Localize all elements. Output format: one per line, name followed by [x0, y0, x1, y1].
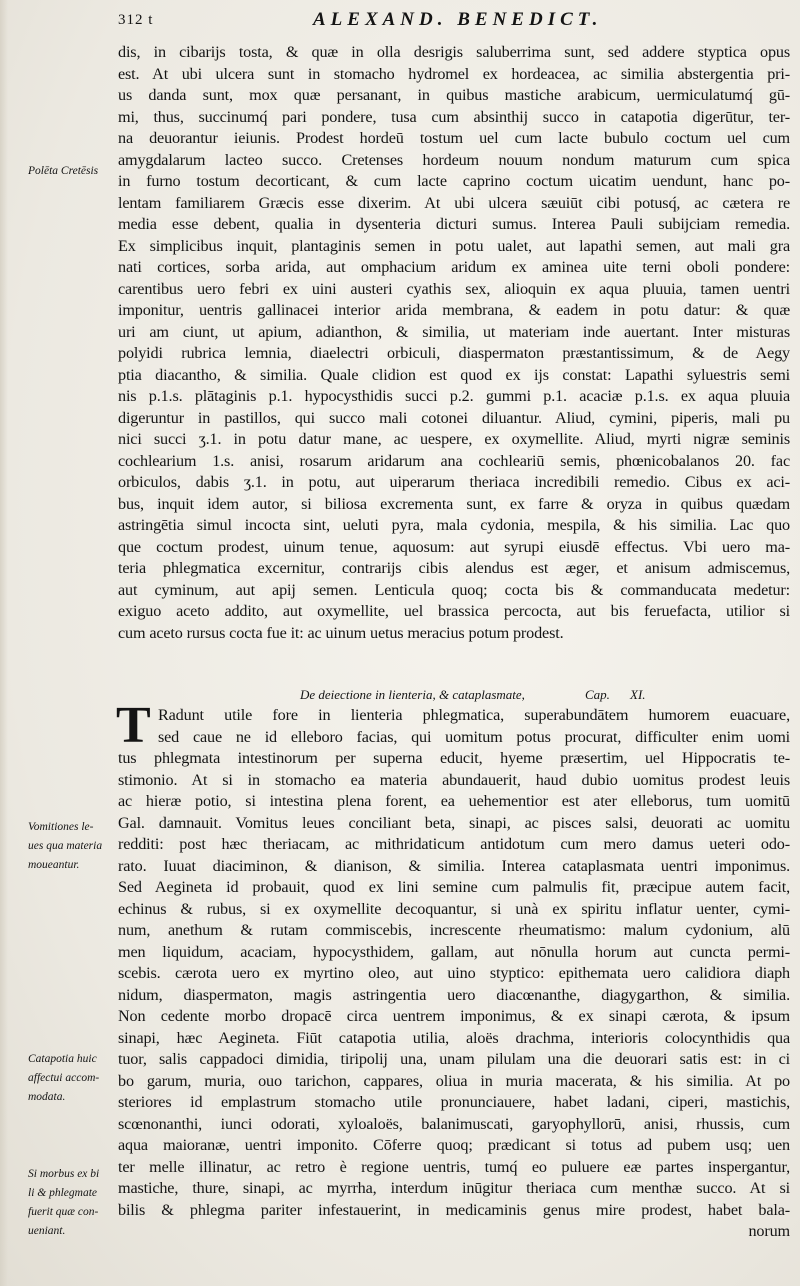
margin-note-line: Vomitiones le- — [28, 821, 94, 833]
main-text-block-2 — [116, 697, 790, 1243]
margin-note-catapotia — [28, 1050, 118, 1107]
text-line: Ex simplicibus inquit, plantaginis semen in potu ualet, aut lapathi semen, aut mali gra — [118, 236, 790, 255]
text-line: sed caue ne id elleboro facias, qui uomitum potus procurat, difficulter enim uomi — [158, 727, 790, 746]
text-line: imponitur, uentris gallinacei interior arida membrana, & eadem in potu datur: & quæ — [118, 301, 790, 319]
main-text-block-1 — [118, 42, 790, 644]
text-line: digeruntur in pastillos, qui succo mali cotonei diluantur. Aliud, cymini, piperis, mali pu — [118, 408, 790, 427]
text-line: in furno tostum decorticant, & cum lacte caprino coctum uicatim uendunt, hanc po- — [118, 172, 790, 190]
text-line: men liquidum, acaciam, hypocysthidem, gallam, aut nōnulla horum aut cuncta permi- — [118, 942, 790, 961]
page-number: 312 t — [118, 12, 154, 28]
margin-note-line: affectui accom- — [28, 1072, 100, 1084]
text-line: astringētia simul incocta sint, ueluti pyra, mala cydonia, mespila, & his similia. Lac quo — [118, 516, 790, 534]
chapter-cap-label: Cap. — [585, 687, 610, 702]
margin-note-line: ues qua materia — [28, 840, 103, 852]
text-line: uri am ciunt, ut apium, adianthon, & similia, ut materiam inde auertant. Inter misturas — [118, 322, 790, 341]
text-line: scebis. cærota uero ex myrtino oleo, aut uino styptico: epithemata uero calidiora diaph — [118, 964, 790, 982]
text-line: steriores id emplastrum stomacho utile pronunciauere, habet ladani, ciperi, mastichis, — [118, 1093, 790, 1111]
text-line: nici succi ʒ.1. in potu datur mane, ac uespere, ex oxymellite. Aliud, myrti nigræ seminis — [118, 430, 790, 448]
margin-note-line: modata. — [28, 1091, 66, 1103]
margin-note-polenta — [28, 162, 118, 181]
text-line: est. At ubi ulcera sunt in stomacho hydromel ex hordeacea, ac similia abstergentia pri- — [118, 64, 790, 83]
text-line: Gal. damnauit. Vomitus leues conciliant beta, sinapi, ac pisces salsi, deuorati ac uomitu — [118, 813, 790, 832]
text-line: bo garum, muria, ouo tarichon, cappares, oliua in muria macerata, & his similia. At po — [118, 1071, 790, 1090]
text-line: polyidi rubrica lemnia, diaelectri orbiculi, diaspermaton præstantissimum, & de Aegy — [118, 344, 790, 362]
text-line: ter melle illinatur, ac retro è regione uentris, tumq́ eo puluere eæ partes inspergantur, — [118, 1157, 790, 1176]
text-line: media esse debent, qualia in dysenteria dicturi sumus. Interea Pauli subijciam remedia. — [118, 215, 790, 233]
text-line: lentam familiarem Græcis esse dixerim. At ubi ulcera sæuiūt cibi potusq́, ac cætera re — [118, 193, 790, 212]
chapter-title: De deiectione in lienteria, & cataplasmate, — [300, 687, 525, 702]
text-line: na deuorantur ieiunis. Prodest hordeū tostum uel cum lacte bubulo coctum uel cum — [118, 129, 790, 147]
chapter-heading — [300, 685, 750, 705]
text-line: tuor, salis cappadoci dimidia, tiripolij una, unam pilulam una die deuorari satis est: in ci — [118, 1050, 790, 1068]
text-line: que coctum prodest, uinum tenue, aquosum: aut syrupi eiusdē effectus. Vbi uero ma- — [118, 537, 790, 556]
text-line: nidum, diaspermaton, magis astringentia uero diacœnanthe, diagygarthon, & similia. — [118, 985, 790, 1004]
text-line: ac hieræ potio, si intestina plena forent, ea uehementior est ater elleborus, tum uomitū — [118, 792, 790, 810]
text-line: Radunt utile fore in lienteria phlegmatica, superabundātem humorem euacuare, — [158, 706, 790, 724]
text-line: carentibus uero febri ex uini austeri cyathis sex, alioquin ex aqua pluuia, tamen uentri — [118, 279, 790, 298]
text-line: aut cyminum, aut apij semen. Lenticula quoq; cocta bis & commanducata medetur: — [118, 580, 790, 599]
text-line: bus, inquit idem autor, si biliosa excrementa sunt, ex farre & oryza in quibus quædam — [118, 494, 790, 513]
text-line: exiguo aceto addito, aut oxymellite, uel brassica percocta, aut bis feruefacta, utilior si — [118, 602, 790, 620]
text-line: ptia diacantho, & similia. Quale clidion est quod ex ijs constat: Lapathi syluestris semi — [118, 365, 790, 384]
text-line: redditi: post hæc theriacam, ac mithridaticum antidotum cum mero damus ueteri odo- — [118, 835, 790, 853]
text-line: bilis & phlegma pariter infestauerint, in medicaminis genus mire prodest, habet bala- — [118, 1200, 790, 1219]
margin-note-line: li & phlegmate — [28, 1187, 97, 1199]
text-line: norum — [748, 1222, 790, 1240]
text-line: Non cedente morbo dropacē circa uentrem imponimus, & ex sinapi cærota, & ipsum — [118, 1007, 790, 1025]
text-line: rato. Iuuat diaciminon, & dianison, & similia. Interea cataplasmata uentri imponimus. — [118, 856, 790, 875]
text-line: echinus & rubus, si ex oxymellite decoquantur, si unà ex spiritu inflatur uenter, cymi- — [118, 899, 790, 918]
drop-initial: T — [116, 697, 151, 754]
text-line: amygdalarum lacteo succo. Cretenses hordeum nouum nondum maturum cum spica — [118, 150, 790, 169]
text-line: nis p.1.s. plātaginis p.1. hypocysthidis succi p.2. gummi p.1. acaciæ p.1.s. ex aqua pluuia — [118, 387, 790, 405]
text-line: teria phlegmatica excernitur, contrarijs cibis alendus est æger, et anisum admiscemus, — [118, 559, 790, 577]
text-line: sinapi, hæc Aegineta. Fiūt catapotia utilia, aloës drachma, interioris colocynthidis qua — [118, 1028, 790, 1047]
page-header — [118, 6, 788, 34]
text-line: stimonio. At si in stomacho ea materia abundauerit, haud dubio uomitus prodest leuis — [118, 770, 790, 789]
text-line: cochlearium 1.s. anisi, rosarum aridarum ana cochleariū semis, phœnicobalanos 20. fac — [118, 451, 790, 470]
text-line: tus phlegmata intestinorum per superna educit, hyeme præsertim, uel Hippocratis te- — [118, 749, 790, 767]
chapter-number: XI. — [630, 687, 646, 702]
page-edge-shadow — [0, 0, 8, 1286]
text-line: Sed Aegineta id probauit, quod ex lini semine cum palmulis fit, præcipue autem facit, — [118, 878, 790, 896]
text-line: orbiculos, dabis ʒ.1. in potu, aut uiperarum theriaca incredibili remedio. Cibus ex aci- — [118, 473, 790, 491]
text-line: num, anethum & rutam commiscebis, increscente rheumatismo: malum cydonium, alū — [118, 921, 790, 939]
margin-note-vomitiones — [28, 818, 118, 875]
text-line: dis, in cibarijs tosta, & quæ in olla desrigis saluberrima sunt, sed addere styptica opus — [118, 43, 790, 61]
running-head: ALEXAND. BENEDICT. — [313, 9, 603, 30]
margin-note-line: ueniant. — [28, 1225, 66, 1237]
text-line: aqua maioranæ, uentri imponito. Cōferre quoq; prædicant si totus ad pubem usq; uen — [118, 1136, 790, 1154]
text-line: mastiche, thure, sinapi, ac myrrha, interdum inūgitur theriaca cum menthæ succo. At si — [118, 1179, 790, 1197]
text-line: mi, thus, succinumq́ pari pondere, tusa cum absinthij succo in catapotia digerūtur, ter- — [118, 107, 790, 126]
text-line: us danda sunt, mox quæ persanant, in quibus mastiche arabicum, uermiculatumq́ gū- — [118, 86, 790, 104]
margin-note-line: Catapotia huic — [28, 1053, 97, 1065]
margin-note-line: moueantur. — [28, 859, 80, 871]
margin-note-line: fuerit quæ con- — [28, 1206, 99, 1218]
text-line: cum aceto rursus cocta fue it: ac uinum uetus meracius potum prodest. — [118, 623, 564, 642]
margin-note-line: Polēta Cretēsis — [28, 165, 99, 177]
margin-note-si-morbus — [28, 1165, 118, 1241]
margin-note-line: Si morbus ex bi — [28, 1168, 100, 1180]
text-line: scœnonanthi, iunci odorati, xyloaloës, balanimuscati, garyophyllorū, anisi, rhussis, cum — [118, 1114, 790, 1133]
text-line: nati cortices, sorba arida, aut omphacium aridum ex aminea uite terni oboli pondere: — [118, 258, 790, 276]
